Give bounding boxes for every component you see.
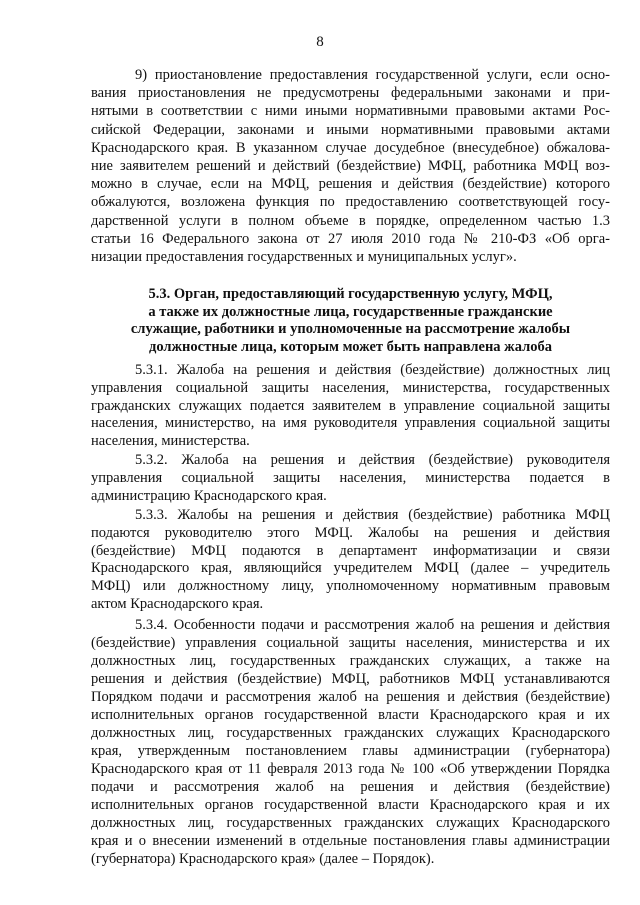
text-line: вания приостановления не предусмотрены федеральными законами и при- xyxy=(91,85,610,102)
text-line: служащие, работники и уполномоченные на рассмотрение жалобы xyxy=(130,321,571,337)
text-line: Порядком подачи и рассмотрения жалоб на решения и действия (бездействие) xyxy=(91,689,610,705)
text-line: МФЦ) или должностному лицу, уполномоченному нормативным правовым xyxy=(91,578,610,595)
text-line: статьи 16 Федерального закона от 27 июля 2010 года № 210-ФЗ «Об орга- xyxy=(91,230,610,247)
text-line: (губернатора) Краснодарского края» (далее – Порядок). xyxy=(91,851,435,867)
text-line: управления социальной защиты населения, министерства подается в xyxy=(91,469,610,486)
text-line: должностные лица, которым может быть направлена жалоба xyxy=(149,338,552,355)
text-line: 5.3.2. Жалоба на решения и действия (бездействие) руководителя xyxy=(135,452,610,468)
text-line: (бездействие) МФЦ подаются в департамент информатизации и связи xyxy=(91,542,610,559)
text-line: должностных лиц, государственных гражданских служащих, а также на xyxy=(91,653,610,669)
text-line: подачи и рассмотрения жалоб на решения и действия (бездействие) xyxy=(91,779,610,795)
text-line: 5.3.4. Особенности подачи и рассмотрения жалоб на решения и действия xyxy=(135,617,610,633)
text-line: края, утвержденным постановлением главы администрации (губернатора) xyxy=(91,743,610,759)
text-line: Краснодарского края. В указанном случае досудебное (внесудебное) обжалова- xyxy=(91,139,610,156)
text-line: должностных лиц, государственных гражданских служащих Краснодарского xyxy=(91,815,610,831)
text-line: обжалуются, возложена функция по предоставлению соответствующей госу- xyxy=(91,194,610,211)
text-line: (бездействие) управления социальной защиты населения, министерства и их xyxy=(91,635,610,651)
text-line: населения, министерства. xyxy=(91,433,250,450)
text-line: исполнительных органов государственной власти Краснодарского края и их xyxy=(91,707,610,723)
text-line: актом Краснодарского края. xyxy=(91,596,264,612)
text-line: нятыми в соответствии с ними иными нормативными правовыми актами Рос- xyxy=(91,103,610,120)
text-line: 5.3.3. Жалобы на решения и действия (бездействие) работника МФЦ xyxy=(135,507,610,523)
text-line: ние заявителем решений и действий (бездействие) МФЦ, работника МФЦ воз- xyxy=(91,158,610,174)
text-line: можно в случае, если на МФЦ, решения и действия (бездействие) которого xyxy=(91,176,610,193)
text-line: а также их должностные лица, государственные гражданские xyxy=(148,303,553,320)
text-line: Краснодарского края от 11 февраля 2013 года № 100 «Об утверждении Порядка xyxy=(91,761,610,777)
text-line: исполнительных органов государственной власти Краснодарского края и их xyxy=(91,797,610,813)
page-number: 8 xyxy=(316,34,324,50)
text-line: населения, министерство, на имя руководителя управления социальной защиты xyxy=(91,415,610,432)
text-line: должностных лиц, государственных гражданских служащих Краснодарского xyxy=(91,725,610,741)
text-line: управления социальной защиты населения, министерства, государственных xyxy=(91,379,610,396)
text-line: гражданских служащих подается заявителем в управление социальной защиты xyxy=(91,397,610,414)
text-line: края и о внесении изменений в отдельные постановления главы администрации xyxy=(91,833,610,849)
text-line: подаются руководителю этого МФЦ. Жалобы на решения и действия xyxy=(91,524,610,541)
text-line: дарственной услуги в полном объеме в порядке, определенном частью 1.3 xyxy=(91,212,610,229)
text-line: сийской Федерации, законами и иными нормативными правовыми актами xyxy=(91,121,610,138)
text-line: низации предоставления государственных и муниципальных услуг». xyxy=(91,249,517,265)
text-line: 5.3.1. Жалоба на решения и действия (бездействие) должностных лиц xyxy=(135,362,610,378)
text-line: Краснодарского края, являющийся учредителем МФЦ (далее – учредитель xyxy=(91,560,610,577)
text-line: 9) приостановление предоставления государственной услуги, если осно- xyxy=(135,67,610,83)
text-line: 5.3. Орган, предоставляющий государственную услугу, МФЦ, xyxy=(148,286,553,302)
text-line: решения и действия (бездействие) МФЦ, работников МФЦ устанавливаются xyxy=(91,671,610,687)
text-line: администрацию Краснодарского края. xyxy=(91,487,327,504)
